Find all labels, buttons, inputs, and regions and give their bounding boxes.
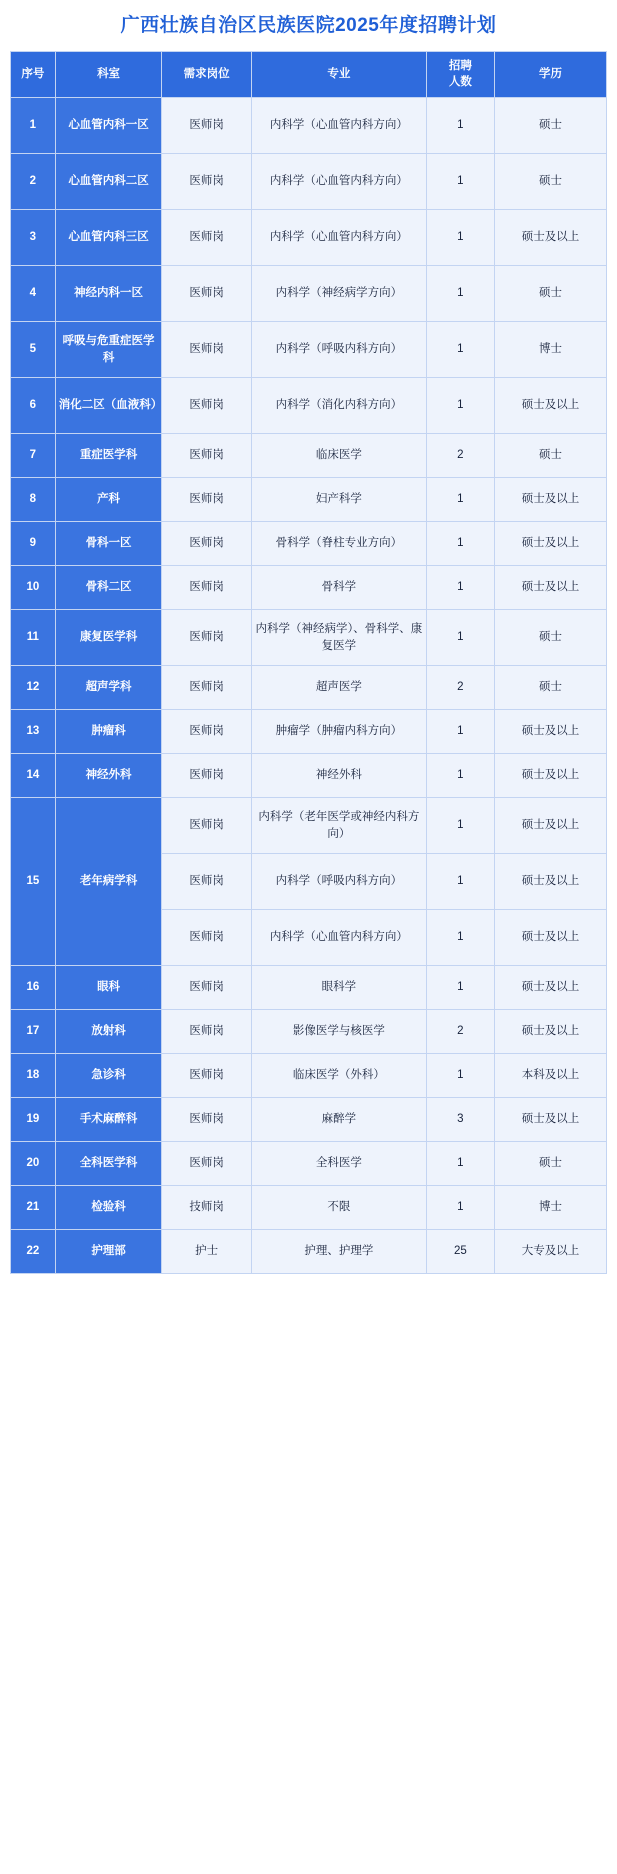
cell-index: 19 — [11, 1098, 56, 1142]
cell-department: 神经内科一区 — [55, 266, 162, 322]
cell-major: 内科学（老年医学或神经内科方向） — [251, 798, 426, 854]
cell-number: 1 — [426, 266, 494, 322]
cell-index: 18 — [11, 1054, 56, 1098]
cell-education: 硕士及以上 — [495, 854, 607, 910]
page-title: 广西壮族自治区民族医院2025年度招聘计划 — [120, 15, 497, 36]
table-row — [11, 378, 607, 434]
cell-index: 14 — [11, 754, 56, 798]
cell-education: 博士 — [495, 322, 607, 378]
cell-number: 1 — [426, 522, 494, 566]
cell-number: 3 — [426, 1098, 494, 1142]
cell-department: 心血管内科二区 — [55, 154, 162, 210]
cell-post: 医师岗 — [162, 266, 252, 322]
table-row — [11, 798, 607, 854]
cell-education: 硕士及以上 — [495, 566, 607, 610]
cell-number: 1 — [426, 1142, 494, 1186]
cell-major: 眼科学 — [251, 966, 426, 1010]
cell-major: 护理、护理学 — [251, 1230, 426, 1274]
column-header-index: 序号 — [11, 51, 56, 97]
cell-index: 17 — [11, 1010, 56, 1054]
cell-major: 临床医学（外科） — [251, 1054, 426, 1098]
cell-major: 内科学（呼吸内科方向） — [251, 854, 426, 910]
cell-number: 2 — [426, 434, 494, 478]
cell-education: 硕士及以上 — [495, 522, 607, 566]
cell-number: 1 — [426, 854, 494, 910]
table-body — [11, 98, 607, 1274]
cell-number: 1 — [426, 798, 494, 854]
cell-number: 2 — [426, 666, 494, 710]
cell-number: 1 — [426, 98, 494, 154]
cell-department: 骨科一区 — [55, 522, 162, 566]
cell-post: 医师岗 — [162, 1010, 252, 1054]
cell-number: 1 — [426, 566, 494, 610]
column-header-post: 需求岗位 — [162, 51, 252, 97]
cell-number: 1 — [426, 378, 494, 434]
table-row — [11, 1098, 607, 1142]
cell-post: 医师岗 — [162, 98, 252, 154]
cell-post: 医师岗 — [162, 478, 252, 522]
table-row — [11, 966, 607, 1010]
cell-education: 博士 — [495, 1186, 607, 1230]
cell-post: 医师岗 — [162, 434, 252, 478]
cell-index: 3 — [11, 210, 56, 266]
cell-post: 医师岗 — [162, 910, 252, 966]
cell-post: 医师岗 — [162, 966, 252, 1010]
cell-post: 医师岗 — [162, 378, 252, 434]
cell-index: 1 — [11, 98, 56, 154]
cell-post: 医师岗 — [162, 798, 252, 854]
cell-index: 20 — [11, 1142, 56, 1186]
column-header-major: 专业 — [251, 51, 426, 97]
cell-department: 手术麻醉科 — [55, 1098, 162, 1142]
cell-post: 医师岗 — [162, 854, 252, 910]
cell-major: 超声医学 — [251, 666, 426, 710]
cell-number: 1 — [426, 710, 494, 754]
cell-number: 1 — [426, 478, 494, 522]
cell-number: 1 — [426, 1054, 494, 1098]
table-row — [11, 478, 607, 522]
cell-department: 急诊科 — [55, 1054, 162, 1098]
cell-education: 硕士及以上 — [495, 754, 607, 798]
cell-index: 15 — [11, 798, 56, 966]
column-header-education: 学历 — [495, 51, 607, 97]
cell-major: 神经外科 — [251, 754, 426, 798]
cell-education: 硕士 — [495, 610, 607, 666]
cell-department: 康复医学科 — [55, 610, 162, 666]
cell-index: 5 — [11, 322, 56, 378]
cell-department: 全科医学科 — [55, 1142, 162, 1186]
cell-post: 医师岗 — [162, 1142, 252, 1186]
table-row — [11, 1142, 607, 1186]
cell-department: 超声学科 — [55, 666, 162, 710]
cell-education: 硕士及以上 — [495, 1010, 607, 1054]
cell-education: 硕士 — [495, 1142, 607, 1186]
cell-department: 眼科 — [55, 966, 162, 1010]
cell-major: 内科学（神经病学）、骨科学、康复医学 — [251, 610, 426, 666]
cell-number: 1 — [426, 154, 494, 210]
cell-index: 12 — [11, 666, 56, 710]
cell-number: 2 — [426, 1010, 494, 1054]
cell-major: 麻醉学 — [251, 1098, 426, 1142]
cell-education: 大专及以上 — [495, 1230, 607, 1274]
cell-education: 硕士 — [495, 434, 607, 478]
table-row — [11, 1230, 607, 1274]
cell-major: 骨科学 — [251, 566, 426, 610]
cell-education: 硕士及以上 — [495, 478, 607, 522]
cell-index: 10 — [11, 566, 56, 610]
table-row — [11, 210, 607, 266]
column-header-number — [426, 51, 494, 97]
cell-index: 4 — [11, 266, 56, 322]
table-row — [11, 98, 607, 154]
cell-number: 1 — [426, 966, 494, 1010]
cell-major: 临床医学 — [251, 434, 426, 478]
cell-education: 硕士 — [495, 266, 607, 322]
cell-major: 肿瘤学（肿瘤内科方向） — [251, 710, 426, 754]
cell-post: 医师岗 — [162, 754, 252, 798]
table-row — [11, 666, 607, 710]
cell-post: 医师岗 — [162, 566, 252, 610]
table-row — [11, 710, 607, 754]
cell-major: 不限 — [251, 1186, 426, 1230]
column-header-number-line2: 人数 — [448, 76, 472, 89]
cell-post: 医师岗 — [162, 522, 252, 566]
table-row — [11, 154, 607, 210]
cell-major: 骨科学（脊柱专业方向） — [251, 522, 426, 566]
cell-index: 22 — [11, 1230, 56, 1274]
cell-major: 内科学（心血管内科方向） — [251, 98, 426, 154]
cell-number: 1 — [426, 910, 494, 966]
cell-education: 硕士 — [495, 154, 607, 210]
cell-department: 重症医学科 — [55, 434, 162, 478]
cell-index: 11 — [11, 610, 56, 666]
table-row — [11, 322, 607, 378]
table-row — [11, 434, 607, 478]
cell-department: 呼吸与危重症医学科 — [55, 322, 162, 378]
table-header-row — [11, 51, 607, 97]
cell-education: 硕士及以上 — [495, 1098, 607, 1142]
table-row — [11, 1054, 607, 1098]
cell-number: 1 — [426, 610, 494, 666]
cell-post: 医师岗 — [162, 1098, 252, 1142]
cell-department: 检验科 — [55, 1186, 162, 1230]
cell-index: 8 — [11, 478, 56, 522]
cell-index: 16 — [11, 966, 56, 1010]
cell-index: 13 — [11, 710, 56, 754]
cell-major: 内科学（神经病学方向） — [251, 266, 426, 322]
cell-education: 硕士及以上 — [495, 910, 607, 966]
cell-index: 2 — [11, 154, 56, 210]
cell-index: 6 — [11, 378, 56, 434]
cell-major: 内科学（心血管内科方向） — [251, 210, 426, 266]
cell-number: 1 — [426, 1186, 494, 1230]
cell-major: 妇产科学 — [251, 478, 426, 522]
column-header-department: 科室 — [55, 51, 162, 97]
cell-department: 消化二区（血液科） — [55, 378, 162, 434]
table-header — [11, 51, 607, 97]
cell-post: 医师岗 — [162, 710, 252, 754]
cell-department: 放射科 — [55, 1010, 162, 1054]
table-row — [11, 566, 607, 610]
cell-index: 21 — [11, 1186, 56, 1230]
cell-number: 1 — [426, 322, 494, 378]
cell-major: 影像医学与核医学 — [251, 1010, 426, 1054]
cell-index: 9 — [11, 522, 56, 566]
cell-major: 内科学（心血管内科方向） — [251, 154, 426, 210]
cell-department: 老年病学科 — [55, 798, 162, 966]
table-row — [11, 610, 607, 666]
cell-post: 技师岗 — [162, 1186, 252, 1230]
cell-department: 骨科二区 — [55, 566, 162, 610]
cell-post: 医师岗 — [162, 1054, 252, 1098]
cell-department: 心血管内科三区 — [55, 210, 162, 266]
cell-number: 25 — [426, 1230, 494, 1274]
column-header-number-line1: 招聘 — [448, 59, 472, 72]
cell-education: 硕士及以上 — [495, 798, 607, 854]
cell-post: 医师岗 — [162, 154, 252, 210]
cell-major: 全科医学 — [251, 1142, 426, 1186]
cell-department: 产科 — [55, 478, 162, 522]
cell-education: 硕士及以上 — [495, 378, 607, 434]
cell-department: 肿瘤科 — [55, 710, 162, 754]
cell-education: 硕士及以上 — [495, 710, 607, 754]
cell-department: 护理部 — [55, 1230, 162, 1274]
table-row — [11, 754, 607, 798]
cell-post: 医师岗 — [162, 610, 252, 666]
cell-post: 医师岗 — [162, 666, 252, 710]
cell-education: 硕士及以上 — [495, 210, 607, 266]
table-row — [11, 266, 607, 322]
cell-major: 内科学（消化内科方向） — [251, 378, 426, 434]
table-row — [11, 522, 607, 566]
cell-department: 心血管内科一区 — [55, 98, 162, 154]
cell-index: 7 — [11, 434, 56, 478]
cell-education: 硕士及以上 — [495, 966, 607, 1010]
cell-major: 内科学（呼吸内科方向） — [251, 322, 426, 378]
recruitment-plan-table — [10, 51, 607, 1274]
cell-education: 硕士 — [495, 666, 607, 710]
cell-number: 1 — [426, 210, 494, 266]
table-row — [11, 1010, 607, 1054]
table-row — [11, 1186, 607, 1230]
cell-major: 内科学（心血管内科方向） — [251, 910, 426, 966]
cell-post: 医师岗 — [162, 322, 252, 378]
cell-education: 硕士 — [495, 98, 607, 154]
cell-number: 1 — [426, 754, 494, 798]
cell-department: 神经外科 — [55, 754, 162, 798]
cell-post: 医师岗 — [162, 210, 252, 266]
cell-education: 本科及以上 — [495, 1054, 607, 1098]
cell-post: 护士 — [162, 1230, 252, 1274]
